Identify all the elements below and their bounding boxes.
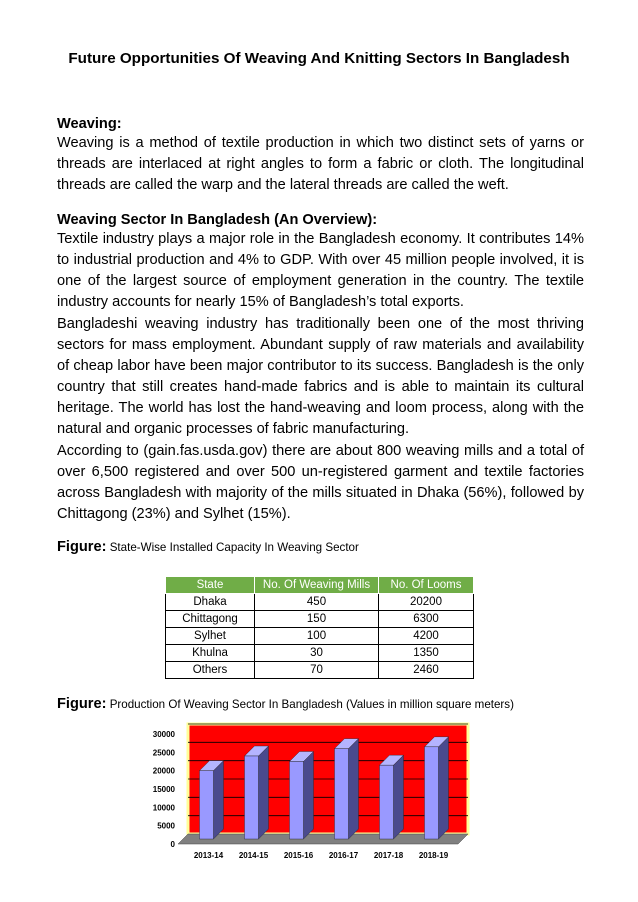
table-cell: 30 [255, 645, 379, 662]
figure2-label: Figure: [57, 696, 107, 712]
bar [335, 749, 349, 839]
y-tick-label: 5000 [157, 821, 175, 831]
table-cell: 4200 [379, 628, 474, 645]
figure1-label: Figure: [57, 539, 107, 555]
table-cell: Sylhet [166, 628, 255, 645]
table-cell: Dhaka [166, 594, 255, 611]
table-cell: 20200 [379, 594, 474, 611]
figure2-caption-text: Production Of Weaving Sector In Bangladesh (Values in million square meters) [106, 698, 514, 711]
table-cell: Others [166, 662, 255, 679]
section-heading-overview: Weaving Sector In Bangladesh (An Overview): [57, 212, 378, 228]
table-cell: 6300 [379, 611, 474, 628]
bar [245, 756, 259, 839]
y-tick-label: 25000 [152, 748, 175, 758]
y-tick-label: 20000 [152, 766, 175, 776]
y-tick-label: 10000 [152, 803, 175, 813]
table-cell: 450 [255, 594, 379, 611]
bar-side [394, 755, 404, 839]
table-cell: 70 [255, 662, 379, 679]
figure1-caption [57, 539, 359, 555]
paragraph-weaving-industry: Bangladeshi weaving industry has traditionally been one of the most thriving sectors for mass employment. Abundant supply of raw materials and availability of cheap labor have been major contributor to its success. Bangladesh is the only country that still creates hand-made fabrics and is able to maintain its cultural heritage. The world has lost the hand-weaving and loom process, along with the natural and organic processes of fabric manufacturing. [57, 316, 584, 437]
x-tick-label: 2014-15 [238, 851, 269, 860]
x-tick-label: 2018-19 [418, 851, 449, 860]
figure1-caption-text: State-Wise Installed Capacity In Weaving Sector [106, 541, 359, 554]
bar [290, 762, 304, 840]
y-tick-label: 30000 [152, 730, 175, 739]
bar-side [349, 739, 359, 839]
y-tick-label: 15000 [152, 785, 175, 794]
y-tick-label: 0 [170, 840, 175, 849]
bar [380, 765, 394, 839]
figure2-caption [57, 696, 514, 712]
capacity-table [165, 576, 474, 679]
table-cell: 150 [255, 611, 379, 628]
column-header-state: State [166, 577, 255, 594]
table-cell: Khulna [166, 645, 255, 662]
bar-side [214, 761, 224, 839]
table-header-row [166, 577, 474, 594]
column-header-looms: No. Of Looms [379, 577, 474, 594]
table-row [166, 628, 474, 645]
bar-side [439, 737, 449, 839]
page-title: Future Opportunities Of Weaving And Knitting Sectors In Bangladesh [68, 50, 570, 67]
x-tick-label: 2016-17 [328, 851, 359, 860]
paragraph-weaving-definition: Weaving is a method of textile production in which two distinct sets of yarns or threads are interlaced at right angles to form a fabric or cloth. The longitudinal threads are called the warp and the lateral threads are called the weft. [57, 135, 584, 193]
x-tick-label: 2017-18 [373, 851, 404, 860]
table-row [166, 594, 474, 611]
table-cell: 100 [255, 628, 379, 645]
table-cell: Chittagong [166, 611, 255, 628]
x-tick-label: 2013-14 [193, 851, 224, 860]
column-header-mills: No. Of Weaving Mills [255, 577, 379, 594]
bar-side [304, 752, 314, 840]
bar [200, 771, 214, 839]
section-heading-weaving: Weaving: [57, 116, 122, 132]
paragraph-weaving-mills: According to (gain.fas.usda.gov) there are about 800 weaving mills and a total of over 6,500 registered and over 500 un-registered garment and textile factories across Bangladesh with majority of the mills situated in Dhaka (56%), followed by Chittagong (23%) and Sylhet (15%). [57, 443, 584, 522]
bar-side [259, 746, 269, 839]
table-row [166, 662, 474, 679]
table-cell: 2460 [379, 662, 474, 679]
bar [425, 747, 439, 839]
table-row [166, 645, 474, 662]
table-cell: 1350 [379, 645, 474, 662]
table-row [166, 611, 474, 628]
x-tick-label: 2015-16 [283, 851, 314, 860]
production-bar-chart [152, 718, 478, 860]
paragraph-textile-economy: Textile industry plays a major role in the Bangladesh economy. It contributes 14% to industrial production and 4% to GDP. With over 45 million people involved, it is one of the largest source of employment generation in the country. The textile industry accounts for nearly 15% of Bangladesh’s total exports. [57, 231, 584, 310]
